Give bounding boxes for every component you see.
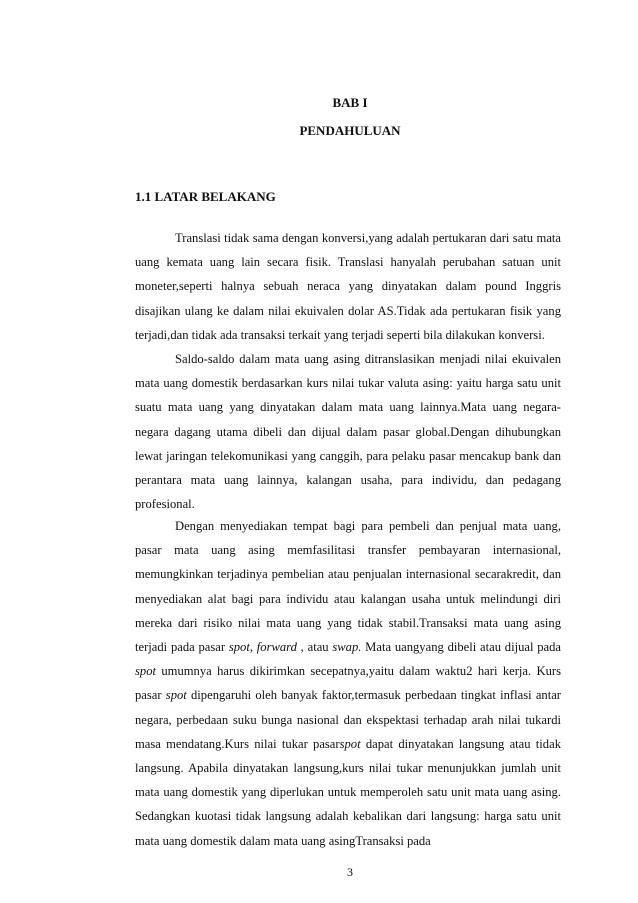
paragraph-3 [135, 514, 561, 853]
paragraph-3-text: , [249, 640, 257, 655]
paragraph-3-text: Dengan menyediakan tempat bagi para pembeli dan penjual mata uang, pasar mata uang asing memfasilitasi transfer pembayaran internasional, memungkinkan terjadinya pembelian atau penjualan internasional secarakredit, dan menyediakan alat bagi para individu atau kalangan usaha untuk melindungi diri mereka dari risiko nilai mata uang yang tidak stabil.Transaksi mata uang asing terjadi pada pasar [135, 519, 561, 655]
paragraph-3-text: Mata uangyang dibeli atau dijual pada [361, 640, 562, 655]
term-swap: swap. [332, 640, 362, 655]
paragraph-1: Translasi tidak sama dengan konversi,yang adalah pertukaran dari satu mata uang kemata uang lain secara fisik. Translasi hanyalah perubahan satuan unit moneter,seperti halnya sebuah neraca yang dinyatakan dalam pound Inggris disajikan ulang ke dalam nilai ekuivalen dolar AS.Tidak ada pertukaran fisik yang terjadi,dan tidak ada transaksi terkait yang terjadi seperti bila dilakukan konversi. [135, 231, 561, 342]
chapter-title: PENDAHULUAN [299, 123, 401, 138]
body-text-block-2 [135, 514, 561, 853]
term-spot: spot [228, 640, 250, 655]
paragraph-3-text: , atau [296, 640, 333, 655]
term-spot: spot [135, 664, 156, 679]
paragraph-2: Saldo-saldo dalam mata uang asing ditranslasikan menjadi nilai ekuivalen mata uang domestik berdasarkan kurs nilai tukar valuta asing: yaitu harga satu unit suatu mata uang yang dinyatakan dalam mata uang lainnya.Mata uang negara-negara dagang utama dibeli dan dijual dalam pasar global.Dengan dihubungkan lewat jaringan telekomunikasi yang canggih, para pelaku pasar mencakup bank dan perantara mata uang lainnya, kalangan usaha, para individu, dan pedagang profesional. [135, 352, 561, 512]
page-number: 3 [347, 865, 353, 879]
term-forward: forward [256, 640, 297, 655]
paragraph-3-text: umumnya harus dikirimkan secepatnya,yaitu dalam waktu2 hari kerja. Kurs pasar [135, 664, 561, 703]
paragraph-3-text: dipengaruhi oleh banyak faktor,termasuk perbedaan tingkat inflasi antar negara, perbedaan suku bunga nasional dan ekspektasi terhadap arah nilai tukardi masa mendatang.Kurs nilai tukar pasar [135, 688, 561, 751]
body-text-block-1 [135, 226, 561, 516]
section-heading: 1.1 LATAR BELAKANG [135, 189, 276, 204]
term-spot: spot [339, 736, 361, 751]
paragraph-3-text: dapat dinyatakan langsung atau tidak langsung. Apabila dinyatakan langsung,kurs nilai tukar menunjukkan jumlah unit mata uang domestik yang diperlukan untuk memperoleh satu unit mata uang asing. Sedangkan kuotasi tidak langsung adalah kebalikan dari langsung: harga satu unit mata uang domestik dalam mata uang asingTransaksi pada [135, 736, 561, 848]
term-spot: spot [165, 688, 187, 703]
chapter-number: BAB I [332, 95, 368, 110]
